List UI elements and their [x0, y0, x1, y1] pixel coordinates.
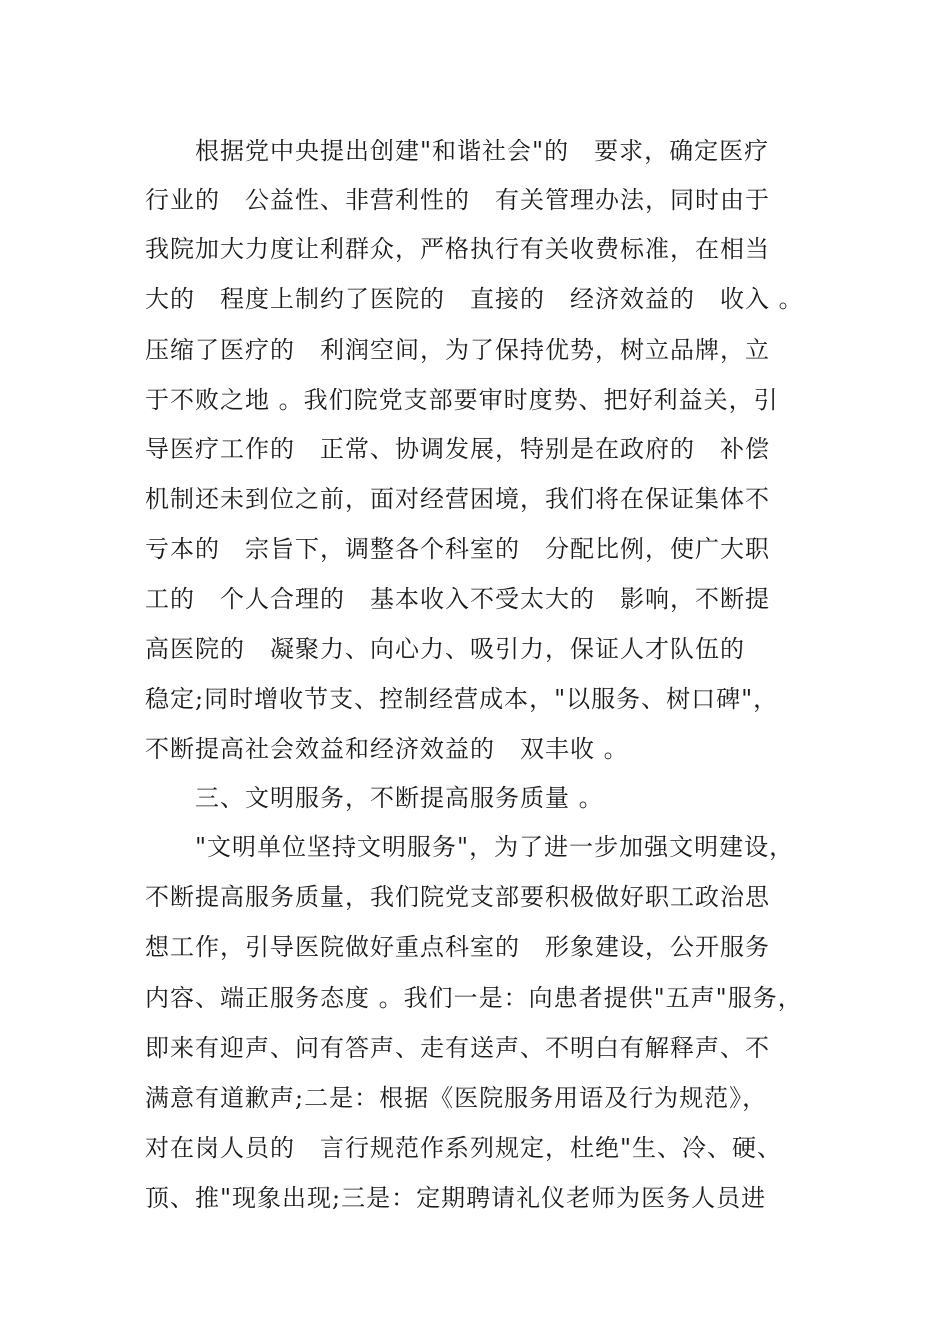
text-line: 行业的 公益性、非营利性的 有关管理办法，同时由于 [145, 186, 770, 214]
text-line: 压缩了医疗的 利润空间，为了保持优势，树立品牌，立 [145, 336, 770, 364]
text-line: 不断提高服务质量，我们院党支部要积极做好职工政治思 [145, 883, 770, 911]
text-line: 不断提高社会效益和经济效益的 双丰收 。 [145, 735, 629, 763]
text-line: 即来有迎声、问有答声、走有送声、不明白有解释声、不 [145, 1034, 770, 1062]
text-line: 对在岗人员的 言行规范作系列规定，杜绝"生、冷、硬、 [145, 1134, 783, 1162]
text-line: 顶、推"现象出现;三是：定期聘请礼仪老师为医务人员进 [145, 1184, 767, 1212]
text-line: 高医院的 凝聚力、向心力、吸引力，保证人才队伍的 [145, 635, 745, 663]
text-line: 亏本的 宗旨下，调整各个科室的 分配比例，使广大职 [145, 535, 770, 563]
text-line: 稳定;同时增收节支、控制经营成本，"以服务、树口碑"， [145, 685, 779, 713]
text-line: 导医疗工作的 正常、协调发展，特别是在政府的 补偿 [145, 435, 770, 463]
text-line: 根据党中央提出创建"和谐社会"的 要求，确定医疗 [145, 137, 770, 165]
text-line: 满意有道歉声;二是：根据《医院服务用语及行为规范》， [145, 1084, 768, 1112]
text-line: 我院加大力度让利群众，严格执行有关收费标准，在相当 [145, 235, 770, 263]
text-line: 于不败之地 。我们院党支部要审时度势、把好利益关，引 [145, 386, 779, 414]
section-heading: 三、文明服务，不断提高服务质量 。 [145, 784, 604, 812]
text-line: "文明单位坚持文明服务"，为了进一步加强文明建设， [145, 833, 795, 861]
text-line: 工的 个人合理的 基本收入不受太大的 影响，不断提 [145, 585, 770, 613]
text-line: 内容、端正服务态度 。我们一是：向患者提供"五声"服务， [145, 984, 803, 1012]
text-line: 大的 程度上制约了医院的 直接的 经济效益的 收入 。 [145, 285, 804, 313]
text-line: 想工作，引导医院做好重点科室的 形象建设，公开服务 [145, 933, 770, 961]
text-line: 机制还未到位之前，面对经营困境，我们将在保证集体不 [145, 485, 770, 513]
